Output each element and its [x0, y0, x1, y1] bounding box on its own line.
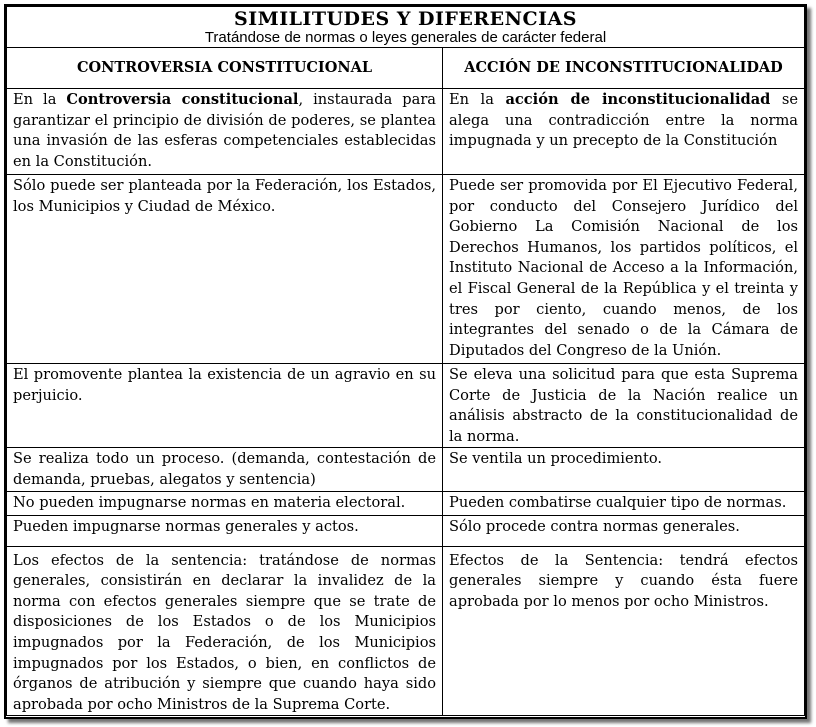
cell-left: No pueden impugnarse normas en materia electoral. — [7, 491, 443, 515]
cell-left: Sólo puede ser planteada por la Federación, los Estados, los Municipios y Ciudad de México. — [7, 175, 443, 364]
cell-right-definition — [443, 89, 805, 175]
table-row — [7, 89, 805, 175]
comparison-document — [4, 4, 807, 719]
comparison-table — [6, 6, 805, 716]
cell-right: Se eleva una solicitud para que esta Suprema Corte de Justicia de la Nación realice un análisis abstracto de la constitucionalidad de la norma. — [443, 364, 805, 448]
cell-text: , instaurada para garantizar el principio de división de poderes, se plantea una invasión de las esferas competenciales establecidas en la Constitución. — [13, 91, 436, 170]
cell-right: Efectos de la Sentencia: tendrá efectos generales siempre y cuando ésta fuere aprobada por lo menos por ocho Ministros. — [443, 546, 805, 716]
header-row — [7, 48, 805, 89]
cell-right: Se ventila un procedimiento. — [443, 448, 805, 491]
cell-left: Se realiza todo un proceso. (demanda, contestación de demanda, pruebas, alegatos y sentencia) — [7, 448, 443, 491]
cell-left: El promovente plantea la existencia de un agravio en su perjuicio. — [7, 364, 443, 448]
cell-right: Pueden combatirse cualquier tipo de normas. — [443, 491, 805, 515]
table-row — [7, 448, 805, 491]
header-accion: ACCIÓN DE INCONSTITUCIONALIDAD — [443, 48, 805, 89]
cell-left-definition — [7, 89, 443, 175]
table-row — [7, 175, 805, 364]
cell-bold-term: acción de inconstitucionalidad — [505, 91, 771, 108]
cell-text: En la — [13, 91, 67, 108]
cell-left: Los efectos de la sentencia: tratándose de normas generales, consistirán en declarar la invalidez de la norma con efectos generales siempre que se trate de disposiciones de los Estados o de los Municipios impugnados por la Federación, de los Municipios impugnados por los Estados, o bien, en conflictos de órganos de atribución y siempre que cuando haya sido aprobada por ocho Ministros de la Suprema Corte. — [7, 546, 443, 716]
cell-bold-term: Controversia constitucional — [66, 91, 299, 108]
cell-right: Puede ser promovida por El Ejecutivo Federal, por conducto del Consejero Jurídico del Gobierno La Comisión Nacional de los Derechos Humanos, los partidos políticos, el Instituto Nacional de Acceso a la Información, el Fiscal General de la República y el treinta y tres por ciento, cuando menos, de los integrantes del senado o de la Cámara de Diputados del Congreso de la Unión. — [443, 175, 805, 364]
title-row — [7, 7, 805, 48]
title-cell — [7, 7, 805, 48]
cell-right: Sólo procede contra normas generales. — [443, 515, 805, 546]
cell-text: En la — [449, 91, 506, 108]
table-row — [7, 546, 805, 716]
table-row — [7, 491, 805, 515]
table-row — [7, 515, 805, 546]
page-subtitle: Tratándose de normas o leyes generales de carácter federal — [204, 29, 607, 46]
cell-text: se alega una contradicción entre la norma impugnada y un precepto de la Constitución — [449, 91, 799, 150]
table-row — [7, 364, 805, 448]
cell-left: Pueden impugnarse normas generales y actos. — [7, 515, 443, 546]
header-controversia: CONTROVERSIA CONSTITUCIONAL — [7, 48, 443, 89]
page-title: SIMILITUDES Y DIFERENCIAS — [234, 8, 577, 30]
